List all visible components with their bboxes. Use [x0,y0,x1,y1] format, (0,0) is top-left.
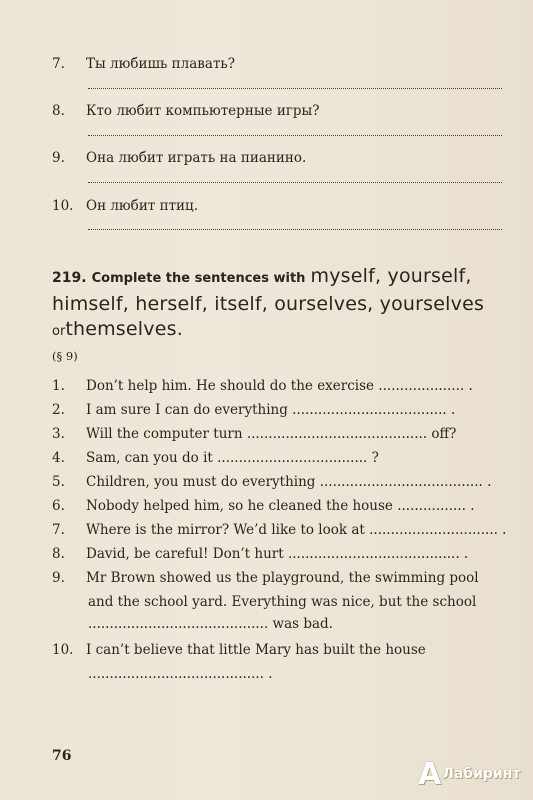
answer-line[interactable] [88,229,502,230]
exercise-heading-line2: himself, herself, itself, ourselves, yourselves [52,293,485,315]
blank[interactable]: .............................. [369,522,498,538]
blank[interactable]: ......................................... [88,666,264,682]
translate-item-10: 10. Он любит птиц. [52,198,199,214]
blank[interactable]: .......................................... [88,616,269,632]
exercise-item-3: 3. Will the computer turn .......................................... off? [52,426,457,442]
answer-line[interactable] [88,88,502,89]
answer-line[interactable] [88,135,502,136]
exercise-item-8: 8. David, be careful! Don’t hurt ........................................ . [52,546,469,562]
blank[interactable]: .................... [378,378,465,394]
exercise-item-10-line2: ......................................... . [88,666,273,682]
blank[interactable]: ...................................... [319,474,483,490]
blank[interactable]: .................................... [292,402,447,418]
blank[interactable]: .......................................... [246,426,428,442]
translate-item-8: 8. Кто любит компьютерные игры? [52,103,320,119]
logo-letter: A [418,756,442,792]
exercise-item-7: 7. Where is the mirror? We’d like to look at .............................. . [52,522,507,538]
exercise-item-1: 1. Don’t help him. He should do the exercise .................... . [52,378,473,394]
exercise-item-5: 5. Children, you must do everything ...................................... . [52,474,492,490]
blank[interactable]: ........................................ [287,546,460,562]
watermark-logo [418,756,526,792]
grammar-reference: (§ 9) [52,349,78,363]
translate-item-7: 7. Ты любишь плавать? [52,56,236,72]
exercise-item-2: 2. I am sure I can do everything .................................... . [52,402,456,418]
page-number: 76 [52,748,72,764]
exercise-item-9-line2: and the school yard. Everything was nice, but the school [88,594,477,610]
logo-text: Лабиринт [442,766,521,782]
exercise-item-6: 6. Nobody helped him, so he cleaned the house ................ . [52,498,475,514]
blank[interactable]: ................ [397,498,466,514]
blank[interactable]: ................................... [217,450,368,466]
translate-item-9: 9. Она любит играть на пианино. [52,150,307,166]
exercise-heading-line3: orthemselves. [52,318,183,340]
exercise-item-4: 4. Sam, can you do it ................................... ? [52,450,379,466]
answer-line[interactable] [88,182,502,183]
exercise-heading: 219. Complete the sentences with myself, yourself, [52,265,472,287]
exercise-item-9-line3: .......................................... was bad. [88,616,333,632]
exercise-item-9: 9. Mr Brown showed us the playground, the swimming pool [52,570,479,586]
exercise-item-10: 10. I can’t believe that little Mary has built the house [52,642,426,658]
